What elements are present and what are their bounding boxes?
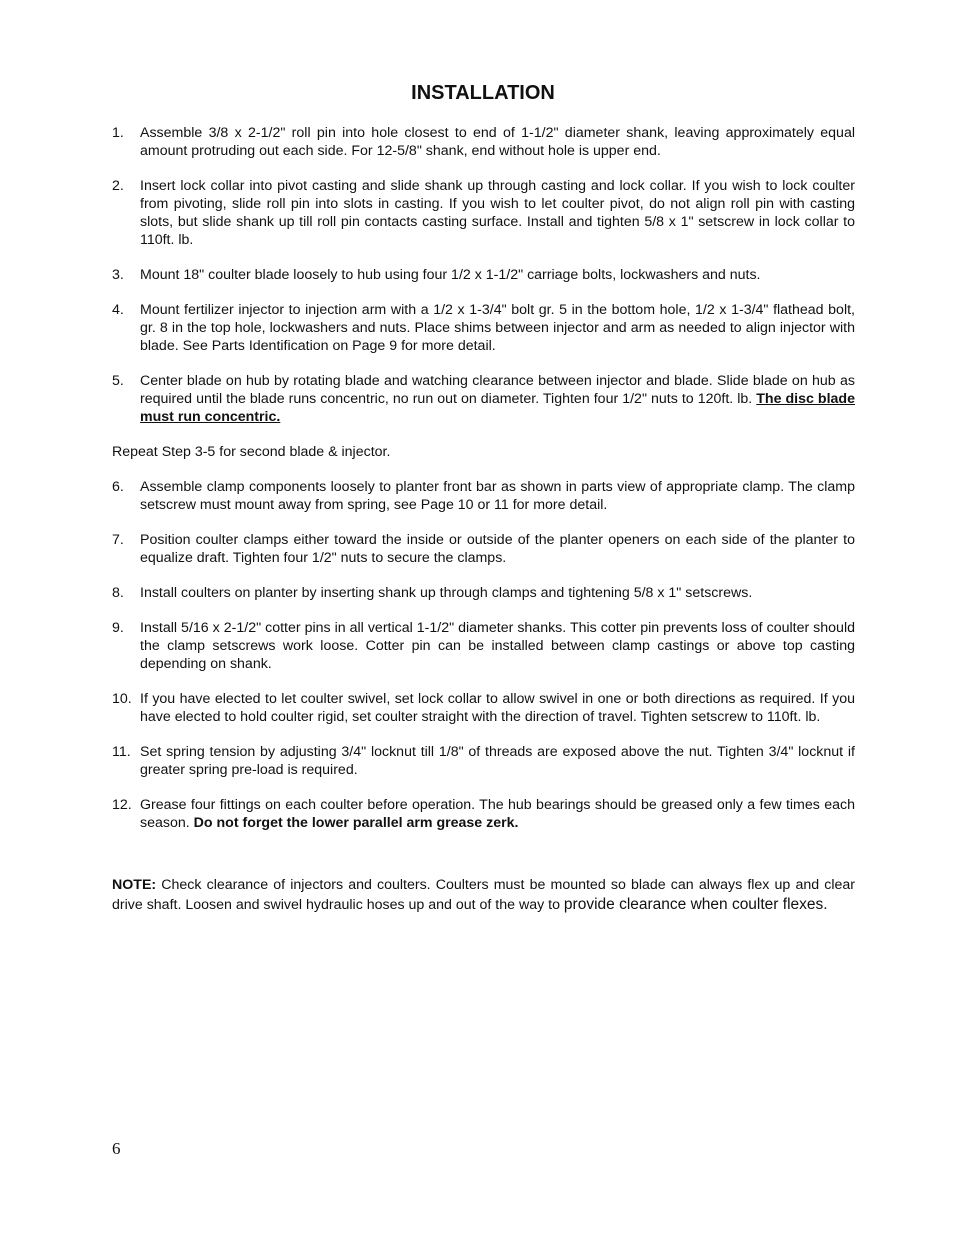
repeat-instruction: Repeat Step 3-5 for second blade & injector. — [112, 444, 391, 460]
note-text: Check clearance of injectors and coulters. Coulters must be mounted so blade can always flex up and clear drive shaft. Loosen and swivel hydraulic hoses up and out of the way to — [112, 877, 855, 913]
step-3 — [112, 266, 855, 284]
step-text: Insert lock collar into pivot casting and slide shank up through casting and lock collar. If you wish to lock coulter from pivoting, slide roll pin into slots in casting. If you wish to let coulter pivot, do not align roll pin with casting slots, but slide shank up till roll pin contacts casting surface. Install and tighten 5/8 x 1" setscrew in lock collar to 110ft. lb. — [140, 178, 855, 248]
step-text — [140, 796, 855, 832]
grease-zerk-warning: Do not forget the lower parallel arm grease zerk. — [193, 815, 519, 831]
step-text — [140, 372, 855, 426]
step-number: 2. — [112, 178, 124, 194]
step-number: 1. — [112, 125, 124, 141]
step-number: 10. — [112, 691, 132, 707]
step-text: If you have elected to let coulter swivel, set lock collar to allow swivel in one or both directions as required. If you have elected to hold coulter rigid, set coulter straight with the direction of travel. Tighten setscrew to 110ft. lb. — [140, 691, 855, 725]
step-text: Assemble clamp components loosely to planter front bar as shown in parts view of appropriate clamp. The clamp setscrew must mount away from spring, see Page 10 or 11 for more detail. — [140, 479, 855, 513]
step-text: Set spring tension by adjusting 3/4" locknut till 1/8" of threads are exposed above the nut. Tighten 3/4" locknut if greater spring pre-load is required. — [140, 744, 855, 778]
step-text: Install coulters on planter by inserting shank up through clamps and tightening 5/8 x 1" setscrews. — [140, 585, 753, 601]
step-9 — [112, 619, 855, 673]
step-number: 5. — [112, 373, 124, 389]
step-6 — [112, 478, 855, 514]
step-number: 12. — [112, 797, 132, 813]
step-1 — [112, 124, 855, 160]
page-title: INSTALLATION — [411, 82, 555, 104]
step-text-body: Grease four fittings on each coulter before operation. The hub bearings should be greased only a few times each season. — [140, 797, 855, 831]
page-number: 6 — [112, 1139, 121, 1158]
step-10 — [112, 690, 855, 726]
step-text: Assemble 3/8 x 2-1/2" roll pin into hole closest to end of 1-1/2" diameter shank, leaving approximately equal amount protruding out each side. For 12-5/8" shank, end without hole is upper end. — [140, 125, 855, 159]
note-label: NOTE: — [112, 877, 157, 893]
note-text-tail: provide clearance when coulter flexes. — [563, 896, 828, 913]
step-4 — [112, 301, 855, 355]
step-text: Install 5/16 x 2-1/2" cotter pins in all vertical 1-1/2" diameter shanks. This cotter pin prevents loss of coulter should the clamp setscrews work loose. Cotter pin can be installed between clamp castings or above top casting depending on shank. — [140, 620, 855, 672]
step-text-body: Center blade on hub by rotating blade and watching clearance between injector and blade. Slide blade on hub as required until the blade runs concentric, no run out on diameter. Tighten four 1/2" nuts to 120ft. lb. — [140, 373, 855, 407]
step-11 — [112, 743, 855, 779]
step-text: Mount fertilizer injector to injection arm with a 1/2 x 1-3/4" bolt gr. 5 in the bottom hole, 1/2 x 1-3/4" flathead bolt, gr. 8 in the top hole, lockwashers and nuts. Place shims between injector and arm as needed to align injector with blade. See Parts Identification on Page 9 for more detail. — [140, 302, 855, 354]
step-number: 11. — [112, 744, 131, 760]
step-number: 6. — [112, 479, 124, 495]
step-2 — [112, 177, 855, 249]
installation-steps — [112, 124, 855, 849]
step-12 — [112, 796, 855, 832]
step-text: Position coulter clamps either toward the inside or outside of the planter openers on each side of the planter to equalize draft. Tighten four 1/2" nuts to secure the clamps. — [140, 532, 855, 566]
step-number: 7. — [112, 532, 124, 548]
step-number: 3. — [112, 267, 124, 283]
step-text: Mount 18" coulter blade loosely to hub using four 1/2 x 1-1/2" carriage bolts, lockwashers and nuts. — [140, 267, 761, 283]
step-8 — [112, 584, 855, 602]
step-7 — [112, 531, 855, 567]
step-number: 9. — [112, 620, 124, 636]
step-5 — [112, 372, 855, 426]
step-number: 8. — [112, 585, 124, 601]
step-number: 4. — [112, 302, 124, 318]
note-paragraph — [112, 876, 855, 915]
concentric-warning: The disc blade must run concentric. — [140, 391, 855, 425]
